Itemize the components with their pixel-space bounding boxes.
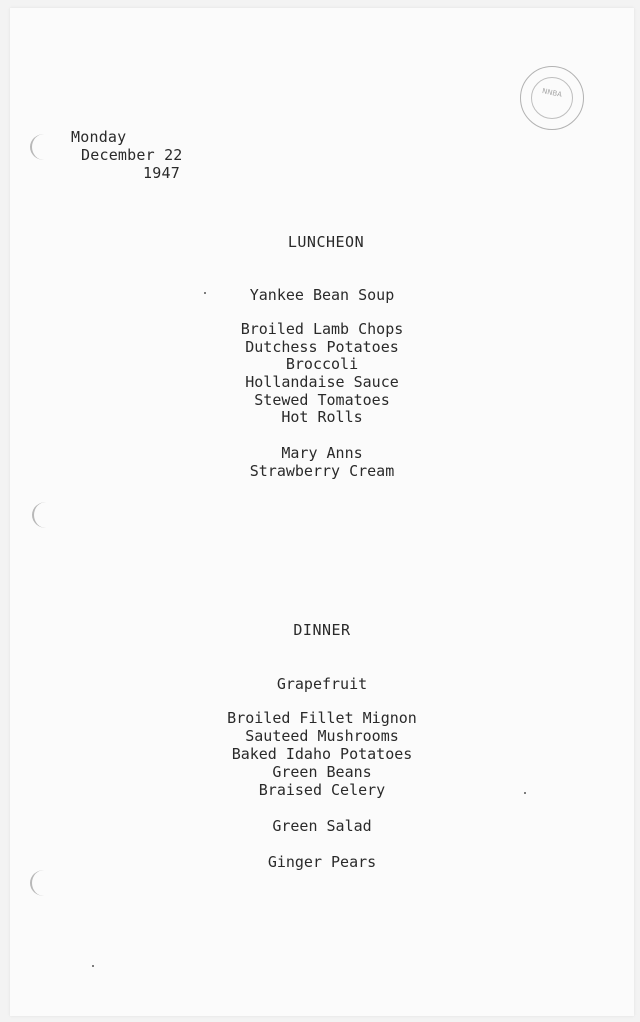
dinner-heading: DINNER xyxy=(293,621,351,639)
dinner-main-1: Broiled Fillet Mignon xyxy=(227,709,417,727)
luncheon-main-1: Broiled Lamb Chops xyxy=(240,320,404,338)
menu-page xyxy=(10,8,634,1016)
luncheon-main-3: Broccoli xyxy=(285,355,359,373)
archive-stamp xyxy=(520,66,584,130)
dinner-dessert: Ginger Pears xyxy=(267,853,377,871)
date-month-day: December 22 xyxy=(81,146,183,164)
punch-hole-middle xyxy=(32,502,60,528)
date-weekday: Monday xyxy=(71,128,127,146)
luncheon-main-5: Stewed Tomatoes xyxy=(254,391,390,409)
luncheon-soup: Yankee Bean Soup xyxy=(249,286,395,304)
luncheon-dessert-1: Mary Anns xyxy=(281,444,363,462)
luncheon-dessert-2: Strawberry Cream xyxy=(249,462,395,480)
luncheon-main-4: Hollandaise Sauce xyxy=(245,373,399,391)
dinner-main-5: Braised Celery xyxy=(258,781,386,799)
luncheon-main-6: Hot Rolls xyxy=(281,408,363,426)
punch-hole-bottom xyxy=(30,870,58,896)
paper-speck xyxy=(524,792,526,794)
dinner-starter: Grapefruit xyxy=(276,675,368,693)
luncheon-main-2: Dutchess Potatoes xyxy=(245,338,399,356)
dinner-main-2: Sauteed Mushrooms xyxy=(245,727,399,745)
luncheon-heading: LUNCHEON xyxy=(287,233,365,251)
dinner-salad: Green Salad xyxy=(272,817,372,835)
archive-stamp-text: NNBA xyxy=(541,86,563,99)
punch-hole-top xyxy=(30,134,58,160)
paper-speck xyxy=(204,292,206,294)
paper-speck xyxy=(92,965,94,967)
date-year: 1947 xyxy=(143,164,180,182)
dinner-main-3: Baked Idaho Potatoes xyxy=(231,745,413,763)
dinner-main-4: Green Beans xyxy=(272,763,372,781)
